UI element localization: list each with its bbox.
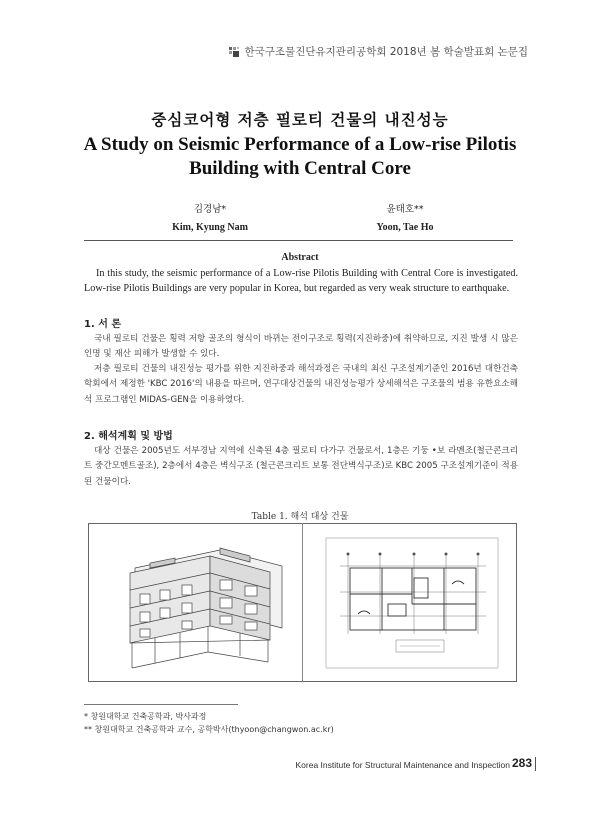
floor-plan-drawing-image: [318, 534, 508, 674]
footer-institute: Korea Institute for Structural Maintenance and Inspection: [295, 760, 510, 770]
journal-header: [228, 44, 528, 59]
section-1-paragraph-1: 국내 필로티 건물은 횡력 저항 골조의 형식이 바뀌는 전이구조로 횡력(지진하중)에 취약하므로, 지진 발생 시 많은 인명 및 재산 피해가 발생할 수 있다.: [84, 334, 518, 360]
author-2: [345, 203, 465, 235]
page-number-divider: [535, 757, 536, 771]
paper-title-korean: 중심코어형 저층 필로티 건물의 내진성능: [151, 111, 449, 129]
author-1: [150, 203, 270, 235]
abstract-heading: Abstract: [281, 252, 319, 263]
author-2-name-ko: 윤태호**: [386, 204, 424, 215]
section-2-heading: 2. 해석계획 및 방법: [84, 431, 173, 442]
table-caption: Table 1. 해석 대상 건물: [251, 512, 349, 522]
author-1-name-en: Kim, Kyung Nam: [172, 222, 248, 233]
abstract-body: In this study, the seismic performance of a Low-rise Pilotis Building with Central Core is investigated. Low-rise Pilotis Buildings are very popular in Korea, but regarded as very weak structure to earthquake.: [84, 268, 518, 294]
section-1-paragraph-2: 저층 필로티 건물의 내진성능 평가를 위한 지진하중과 해석과정은 국내의 최신 구조설계기준인 2016년 대한건축학회에서 제정한 'KBC 2016'의 내용을 따르며, 연구대상건물의 내진성능평가 상세해석은 구조물의 범용 유한요소해석 프로그램인 MIDAS-GEN을 이용하였다.: [84, 364, 518, 405]
page-number: 283: [511, 756, 532, 770]
structural-3d-model-image: [100, 528, 295, 678]
footnote-2: ** 창원대학교 건축공학과 교수, 공학박사(thyoon@changwon.ac.kr): [84, 725, 334, 734]
author-divider: [84, 240, 513, 241]
author-1-name-ko: 김경남*: [193, 204, 227, 215]
footnote-divider: [84, 704, 238, 705]
author-2-name-en: Yoon, Tae Ho: [376, 222, 434, 233]
footnote-1: * 창원대학교 건축공학과, 박사과정: [84, 712, 207, 721]
section-1-heading: 1. 서 론: [84, 319, 122, 330]
paper-title-english-line2: Building with Central Core: [189, 158, 411, 179]
paper-title-english: [60, 133, 540, 181]
figure-divider: [302, 523, 303, 682]
journal-header-text: 한국구조물진단유지관리공학회 2018년 봄 학술발표회 논문집: [244, 46, 528, 58]
section-2-paragraph-1: 대상 건물은 2005년도 서부경남 지역에 신축된 4층 필로티 다가구 건물로서, 1층은 기둥 •보 라멘조(철근콘크리트 중간모멘트골조), 2층에서 4층은 벽식구조 (철근콘크리트 보통 전단벽식구조)로 KBC 2005 구조설계기준이 적용된 건물이다.: [84, 446, 518, 487]
paper-title-english-line1: A Study on Seismic Performance of a Low-rise Pilotis: [83, 134, 517, 155]
journal-logo-icon: [228, 46, 240, 58]
